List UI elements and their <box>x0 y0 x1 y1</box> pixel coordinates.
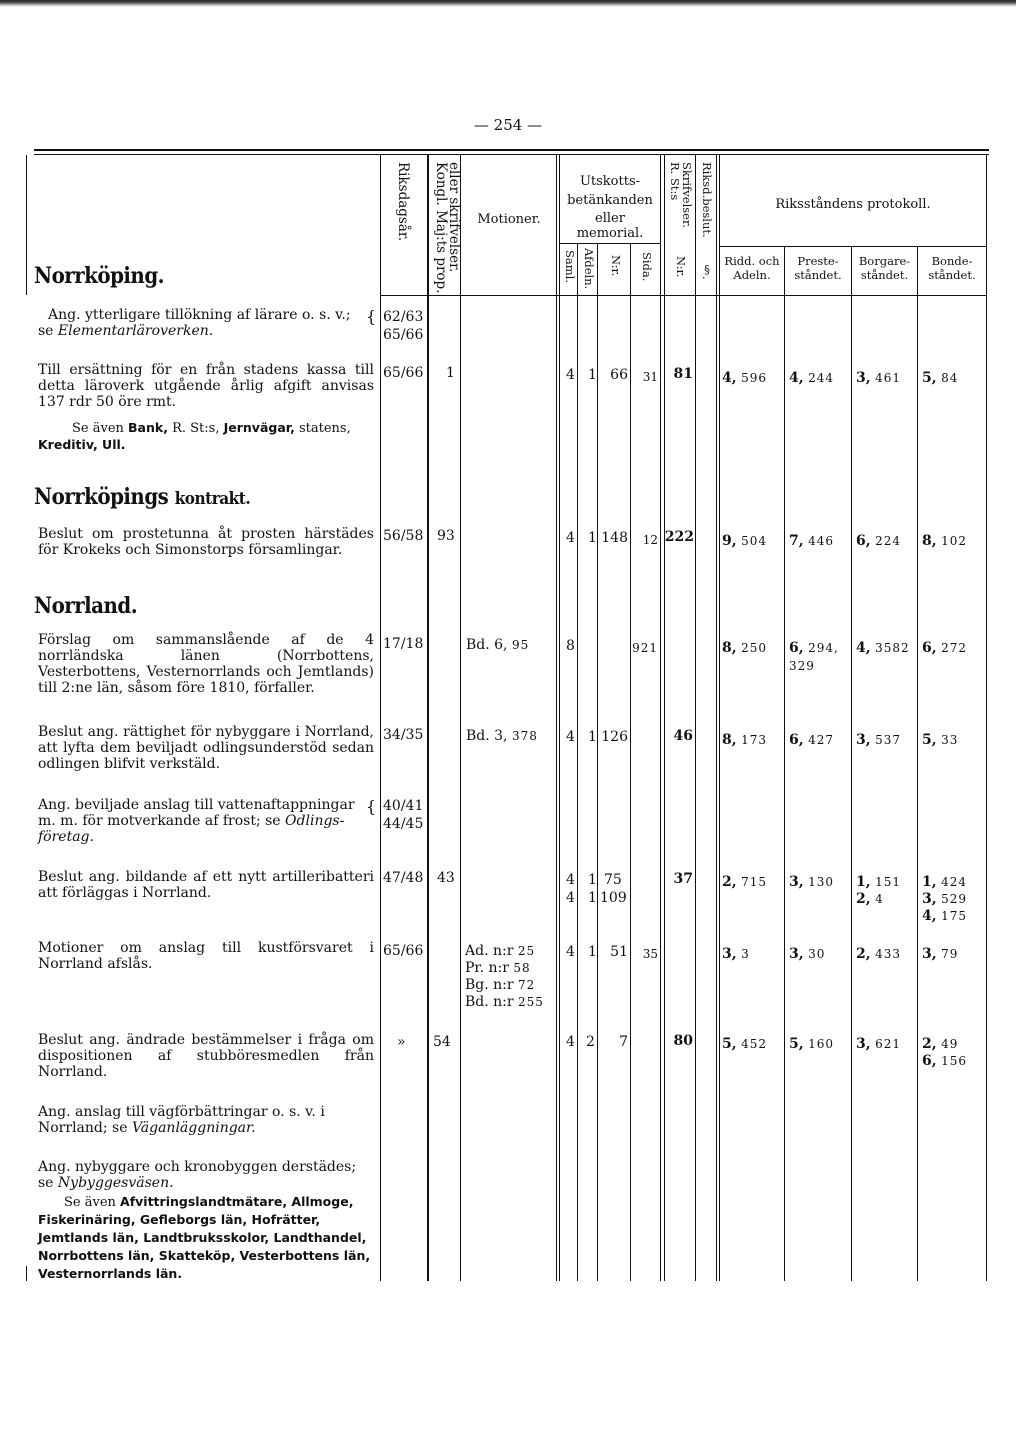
entry-11-crossref: Nybyggesväsen. <box>57 1175 174 1191</box>
entry-5-borg <box>856 732 901 748</box>
entry-7-afd2: 1 <box>588 890 597 906</box>
entry-3-text: Beslut om prostetunna åt prosten härstädes för Krokeks och Simonstorps församlingar. <box>38 526 374 558</box>
entry-8-mot3 <box>465 977 535 993</box>
entry-7-year: 47/48 <box>383 870 424 886</box>
entry-3-afd: 1 <box>588 530 597 546</box>
entry-2-bonde-page: 84 <box>941 371 959 385</box>
entry-7-bonde3 <box>922 908 967 924</box>
entry-2-bonde-vol: 5, <box>922 370 937 386</box>
entry-4-borg-vol: 4, <box>856 640 871 656</box>
hdr-protokoll: Riksståndens protokoll. <box>775 197 931 212</box>
entry-2-see-jernvagar: Jernvägar, <box>223 420 295 435</box>
col-rule-borgare-right <box>917 246 918 1281</box>
entry-9-borg-vol: 3, <box>856 1036 871 1052</box>
left-frame-stub <box>26 1266 27 1281</box>
entry-4-ridd <box>722 640 767 656</box>
entry-8-bonde-vol: 3, <box>922 946 937 962</box>
entry-7-borg2 <box>856 891 884 907</box>
entry-5-saml: 4 <box>566 729 575 745</box>
entry-2-see-bank: Bank, <box>128 420 168 435</box>
entry-5-mot <box>466 728 538 744</box>
entry-2-borg <box>856 370 901 386</box>
entry-9-year: » <box>397 1034 406 1050</box>
entry-8-mot2-num: 58 <box>513 961 531 975</box>
entry-8-preste <box>789 946 825 962</box>
entry-4-preste-vol: 6, <box>789 640 804 656</box>
entry-7-borg1-page: 151 <box>875 875 901 889</box>
entry-7-bonde2-page: 529 <box>941 892 967 906</box>
entry-3-rsts: 222 <box>664 529 694 545</box>
section-heading-norrkoping: Norrköping. <box>34 263 165 289</box>
entry-8-borg-page: 433 <box>875 947 901 961</box>
entry-8-mot4-num: 255 <box>518 995 544 1009</box>
entry-4-saml: 8 <box>566 638 575 654</box>
entry-9-borg <box>856 1036 901 1052</box>
entry-3-bonde <box>922 533 967 549</box>
entry-9-afd: 2 <box>586 1034 595 1050</box>
col-rule-saml-right <box>577 244 578 1281</box>
col-rule-riksdag-right <box>427 155 429 1281</box>
entry-5-text: Beslut ang. rättighet för nybyggare i Norrland, att lyfta dem beviljadt odlingsunderstöd sedan odlingen blifvit verkstäld. <box>38 724 374 772</box>
left-frame-rule <box>26 155 27 295</box>
entry-7-borg2-page: 4 <box>875 892 884 906</box>
hdr-saml: Saml. <box>563 250 577 283</box>
entry-4-preste-cont <box>789 658 815 674</box>
entry-2-borg-page: 461 <box>875 371 901 385</box>
entry-1-line1: Ang. ytterligare tillökning af lärare o. s. v.; <box>48 307 351 323</box>
entry-11-text <box>38 1159 374 1191</box>
entry-7-saml1: 4 <box>566 872 575 888</box>
entry-4-borg <box>856 640 910 656</box>
entry-1-line2-pre: se <box>38 323 58 339</box>
entry-10-text <box>38 1104 374 1136</box>
entry-11-see-also <box>38 1193 374 1283</box>
entry-1-text <box>38 307 377 339</box>
section-heading-norrkopings: Norrköpings <box>34 484 169 510</box>
col-rule-motioner-right-b <box>559 155 560 1281</box>
entry-4-preste <box>789 640 839 656</box>
col-rule-prop-right <box>460 155 461 1281</box>
entry-6-line2-pre: m. m. för motverkande af frost; se <box>38 813 286 829</box>
hdr-kongl-line1: Kongl. Maj:ts prop. <box>433 162 449 294</box>
utskott-sub-rule <box>560 243 660 244</box>
entry-5-borg-page: 537 <box>875 733 901 747</box>
entry-9-saml: 4 <box>566 1034 575 1050</box>
entry-8-mot4-label: Bd. n:r <box>465 994 514 1010</box>
col-rule-riksd-right-a <box>716 155 717 1281</box>
col-rule-utskott-right-b <box>664 155 665 1281</box>
entry-2-year: 65/66 <box>383 365 424 381</box>
entry-8-borg <box>856 946 901 962</box>
hdr-kongl-line2: eller skrifvelser. <box>446 162 462 273</box>
entry-4-mot-page: 95 <box>511 638 530 652</box>
entry-6-brace: { <box>366 797 377 816</box>
section-heading-norrkopings-kontrakt <box>34 484 250 510</box>
hdr-riksd-beslut: Riksd.beslut. <box>700 162 714 238</box>
hdr-rsts-nr: N:r. <box>674 256 688 278</box>
entry-3-preste-vol: 7, <box>789 533 804 549</box>
entry-4-bonde-vol: 6, <box>922 640 937 656</box>
entry-8-mot1-label: Ad. n:r <box>465 943 514 959</box>
entry-8-afd: 1 <box>588 944 597 960</box>
entry-9-bonde1-vol: 2, <box>922 1036 937 1052</box>
entry-8-mot3-label: Bg. n:r <box>465 977 514 993</box>
entry-6-text <box>38 797 377 845</box>
entry-7-bonde3-page: 175 <box>941 909 967 923</box>
hdr-utskott-line3: eller memorial. <box>576 211 644 241</box>
entry-7-text: Beslut ang. bildande af ett nytt artilleribatteri att förläggas i Norrland. <box>38 869 374 901</box>
entry-3-preste-page: 446 <box>808 534 834 548</box>
entry-4-sida: 921 <box>632 641 658 655</box>
entry-4-bonde <box>922 640 967 656</box>
entry-10-line1: Ang. anslag till vägförbättringar o. s. v. i <box>38 1104 325 1120</box>
entry-9-bonde2 <box>922 1053 967 1069</box>
table-top-rule-thick <box>34 149 989 151</box>
hdr-utskott-line2: betänkanden <box>567 193 653 208</box>
entry-7-borg2-vol: 2, <box>856 891 871 907</box>
entry-5-preste-page: 427 <box>808 733 834 747</box>
scan-top-edge <box>0 0 1016 7</box>
entry-5-mot-page: 378 <box>511 729 538 743</box>
entry-6-crossref-a: Odlings- <box>285 813 345 829</box>
entry-9-preste-page: 160 <box>808 1037 834 1051</box>
entry-8-ridd <box>722 946 750 962</box>
entry-5-preste-vol: 6, <box>789 732 804 748</box>
entry-3-year: 56/58 <box>383 528 424 544</box>
hdr-afdeln: Afdeln. <box>582 248 596 290</box>
hdr-preste-line1: Preste- <box>797 254 839 268</box>
entry-8-sida: 35 <box>642 947 658 961</box>
entry-5-rsts: 46 <box>673 728 693 744</box>
entry-8-mot2-label: Pr. n:r <box>465 960 509 976</box>
entry-3-bonde-vol: 8, <box>922 533 937 549</box>
hdr-riksd-paragraph: §. <box>700 262 714 280</box>
col-rule-bonde-right <box>986 155 987 1281</box>
entry-8-mot2 <box>465 960 531 976</box>
entry-8-mot3-num: 72 <box>518 978 536 992</box>
entry-9-text: Beslut ang. ändrade bestämmelser i fråga om dispositionen af stubböresmedlen från Norrland. <box>38 1032 374 1080</box>
entry-5-ridd <box>722 732 767 748</box>
entry-2-rsts: 81 <box>673 366 693 382</box>
entry-2-ridd <box>722 370 767 386</box>
entry-9-bonde2-page: 156 <box>941 1054 967 1068</box>
hdr-riksdagsar: Riksdagsår. <box>395 162 411 242</box>
entry-1-year2: 65/66 <box>383 327 424 343</box>
entry-8-ridd-page: 3 <box>741 947 750 961</box>
entry-8-mot1 <box>465 943 535 959</box>
entry-8-borg-vol: 2, <box>856 946 871 962</box>
entry-8-ridd-vol: 3, <box>722 946 737 962</box>
entry-7-nr2: 109 <box>600 890 627 906</box>
entry-7-saml2: 4 <box>566 890 575 906</box>
entry-2-sida: 31 <box>642 370 658 384</box>
entry-7-prop: 43 <box>437 870 455 886</box>
entry-2-saml: 4 <box>566 367 575 383</box>
hdr-rsts-line1: R. St:s <box>668 162 682 201</box>
col-rule-riksd-right-b <box>719 155 720 1281</box>
entry-2-preste <box>789 370 834 386</box>
entry-7-ridd-page: 715 <box>741 875 767 889</box>
entry-7-bonde2-vol: 3, <box>922 891 937 907</box>
entry-5-nr: 126 <box>601 729 628 745</box>
entry-8-mot4 <box>465 994 544 1010</box>
section-heading-norrland: Norrland. <box>34 593 138 619</box>
entry-9-preste <box>789 1036 834 1052</box>
entry-4-year: 17/18 <box>383 636 424 652</box>
entry-9-borg-page: 621 <box>875 1037 901 1051</box>
hdr-ridd-line1: Ridd. och <box>724 254 780 268</box>
entry-2-preste-page: 244 <box>808 371 834 385</box>
col-rule-afdeln-right <box>597 244 598 1281</box>
entry-3-ridd-vol: 9, <box>722 533 737 549</box>
entry-3-ridd-page: 504 <box>741 534 767 548</box>
entry-7-nr1: 75 <box>604 872 622 888</box>
entry-2-afd: 1 <box>588 367 597 383</box>
entry-7-bonde2 <box>922 891 967 907</box>
entry-11-see-list: Afvittringslandtmätare, Allmoge, Fiskerinäring, Gefleborgs län, Hofrätter, Jemtlands län, Landtbruksskolor, Landthandel, Norrbottens län, Skatteköp, Vesterbottens län, Vesternorrlands län. <box>38 1194 371 1281</box>
entry-2-ridd-vol: 4, <box>722 370 737 386</box>
entry-7-bonde3-vol: 4, <box>922 908 937 924</box>
entry-5-ridd-page: 173 <box>741 733 767 747</box>
entry-8-text: Motioner om anslag till kustförsvaret i Norrland afslås. <box>38 940 374 972</box>
entry-11-line1: Ang. nybyggare och kronobyggen derstädes; <box>38 1159 357 1175</box>
entry-10-crossref: Väganläggningar. <box>131 1120 256 1136</box>
hdr-nr: N:r. <box>609 255 623 277</box>
entry-4-ridd-page: 250 <box>741 641 767 655</box>
entry-3-saml: 4 <box>566 530 575 546</box>
entry-2-see-also <box>38 420 374 454</box>
entry-3-prop: 93 <box>437 528 455 544</box>
entry-3-sida: 12 <box>642 533 658 547</box>
entry-5-mot-vol: Bd. 3, <box>466 728 508 744</box>
entry-7-preste <box>789 874 834 890</box>
entry-3-nr: 148 <box>601 530 628 546</box>
entry-7-borg1-vol: 1, <box>856 874 871 890</box>
entry-5-bonde-page: 33 <box>941 733 959 747</box>
entry-2-see-mid: R. St:s, <box>167 421 224 436</box>
col-rule-nr-right <box>630 244 631 1281</box>
header-bottom-rule <box>380 295 986 296</box>
hdr-borgare-line1: Borgare- <box>858 254 911 268</box>
entry-9-bonde2-vol: 6, <box>922 1053 937 1069</box>
entry-7-bonde1-page: 424 <box>941 875 967 889</box>
entry-11-line2-pre: se <box>38 1175 58 1191</box>
entry-4-bonde-page: 272 <box>941 641 967 655</box>
entry-2-see-mid2: statens, <box>294 421 351 436</box>
entry-9-ridd-page: 452 <box>741 1037 767 1051</box>
entry-1-year1: 62/63 <box>383 309 424 325</box>
entry-4-text: Förslag om sammanslående af de 4 norrländska länen (Norrbottens, Vesterbottens, Vesternorrlands och Jemtlands) till 2:ne län, såsom före 1810, förfaller. <box>38 632 374 696</box>
entry-5-afd: 1 <box>588 729 597 745</box>
entry-11-see-pre: Se även <box>64 1195 121 1210</box>
entry-3-ridd <box>722 533 767 549</box>
entry-3-borg <box>856 533 901 549</box>
hdr-ridd-line2: Adeln. <box>733 268 771 282</box>
hdr-utskott-line1: Utskotts- <box>579 174 641 189</box>
entry-7-ridd-vol: 2, <box>722 874 737 890</box>
entry-3-bonde-page: 102 <box>941 534 967 548</box>
entry-7-borg1 <box>856 874 901 890</box>
entry-4-ridd-vol: 8, <box>722 640 737 656</box>
entry-2-nr: 66 <box>610 367 628 383</box>
entry-3-borg-vol: 6, <box>856 533 871 549</box>
entry-2-preste-vol: 4, <box>789 370 804 386</box>
entry-8-saml: 4 <box>566 944 575 960</box>
table-top-rule-thin <box>34 154 989 155</box>
entry-5-preste <box>789 732 834 748</box>
entry-4-preste-page2: 329 <box>789 659 815 673</box>
entry-8-bonde <box>922 946 958 962</box>
entry-7-afd1: 1 <box>588 872 597 888</box>
hdr-preste-line2: ståndet. <box>794 268 842 282</box>
entry-3-borg-page: 224 <box>875 534 901 548</box>
entry-8-year: 65/66 <box>383 943 424 959</box>
entry-7-ridd <box>722 874 767 890</box>
entry-9-rsts: 80 <box>673 1033 693 1049</box>
entry-9-nr: 7 <box>619 1034 628 1050</box>
entry-5-bonde-vol: 5, <box>922 732 937 748</box>
entry-2-ridd-page: 596 <box>741 371 767 385</box>
entry-6-year2: 44/45 <box>383 816 424 832</box>
entry-4-mot <box>466 637 529 653</box>
hdr-borgare-line2: ståndet. <box>860 268 909 282</box>
entry-6-line1: Ang. beviljade anslag till vattenaftappningar <box>38 797 355 813</box>
entry-9-bonde1-page: 49 <box>941 1037 959 1051</box>
entry-2-see-pre: Se även <box>72 421 129 436</box>
entry-7-bonde1-vol: 1, <box>922 874 937 890</box>
col-rule-utskott-right-a <box>660 155 661 1281</box>
entry-7-preste-vol: 3, <box>789 874 804 890</box>
hdr-rsts-line2: Skrifvelser. <box>680 162 694 228</box>
entry-5-year: 34/35 <box>383 727 424 743</box>
entry-2-borg-vol: 3, <box>856 370 871 386</box>
hdr-bonde-line2: ståndet. <box>928 268 976 282</box>
entry-2-see-kreditiv: Kreditiv, Ull. <box>38 437 126 452</box>
entry-8-mot1-num: 25 <box>517 944 536 958</box>
col-rule-preste-right <box>851 246 852 1281</box>
entry-5-borg-vol: 3, <box>856 732 871 748</box>
entry-4-mot-vol: Bd. 6, <box>466 637 508 653</box>
col-rule-motioner-right-a <box>556 155 557 1281</box>
entry-9-ridd <box>722 1036 767 1052</box>
entry-2-bonde <box>922 370 958 386</box>
entry-8-bonde-page: 79 <box>941 947 959 961</box>
col-rule-rsts-right <box>695 155 696 1281</box>
entry-6-year1: 40/41 <box>383 798 424 814</box>
entry-5-ridd-vol: 8, <box>722 732 737 748</box>
entry-7-preste-page: 130 <box>808 875 834 889</box>
entry-3-preste <box>789 533 834 549</box>
hdr-bonde-line1: Bonde- <box>931 254 973 268</box>
col-rule-ridd-right <box>784 246 785 1281</box>
entry-9-ridd-vol: 5, <box>722 1036 737 1052</box>
entry-1-crossref: Elementarläroverken. <box>57 323 214 339</box>
hdr-sida: Sida. <box>640 252 654 282</box>
entry-8-preste-vol: 3, <box>789 946 804 962</box>
hdr-motioner: Motioner. <box>477 212 541 227</box>
entry-7-bonde1 <box>922 874 967 890</box>
page-number: — 254 — <box>473 116 543 134</box>
entry-9-preste-vol: 5, <box>789 1036 804 1052</box>
entry-4-preste-page: 294, <box>808 641 839 655</box>
entry-9-bonde1 <box>922 1036 958 1052</box>
entry-2-prop: 1 <box>446 365 455 381</box>
entry-6-crossref-b: företag. <box>38 829 94 845</box>
entry-8-nr: 51 <box>610 944 628 960</box>
section-heading-kontrakt: kontrakt. <box>174 489 251 509</box>
entry-2-text: Till ersättning för en från stadens kassa till detta läroverk utgående årlig afgift anvisas 137 rdr 50 öre rmt. <box>38 362 374 410</box>
col-rule-riksdag-left <box>380 155 381 1281</box>
entry-4-borg-page: 3582 <box>875 641 910 655</box>
entry-10-line2-pre: Norrland; se <box>38 1120 132 1136</box>
entry-9-prop: 54 <box>433 1034 451 1050</box>
entry-7-rsts: 37 <box>673 871 693 887</box>
entry-5-bonde <box>922 732 958 748</box>
protokoll-sub-rule <box>720 246 986 247</box>
entry-1-brace: { <box>366 307 377 326</box>
entry-8-preste-page: 30 <box>808 947 826 961</box>
